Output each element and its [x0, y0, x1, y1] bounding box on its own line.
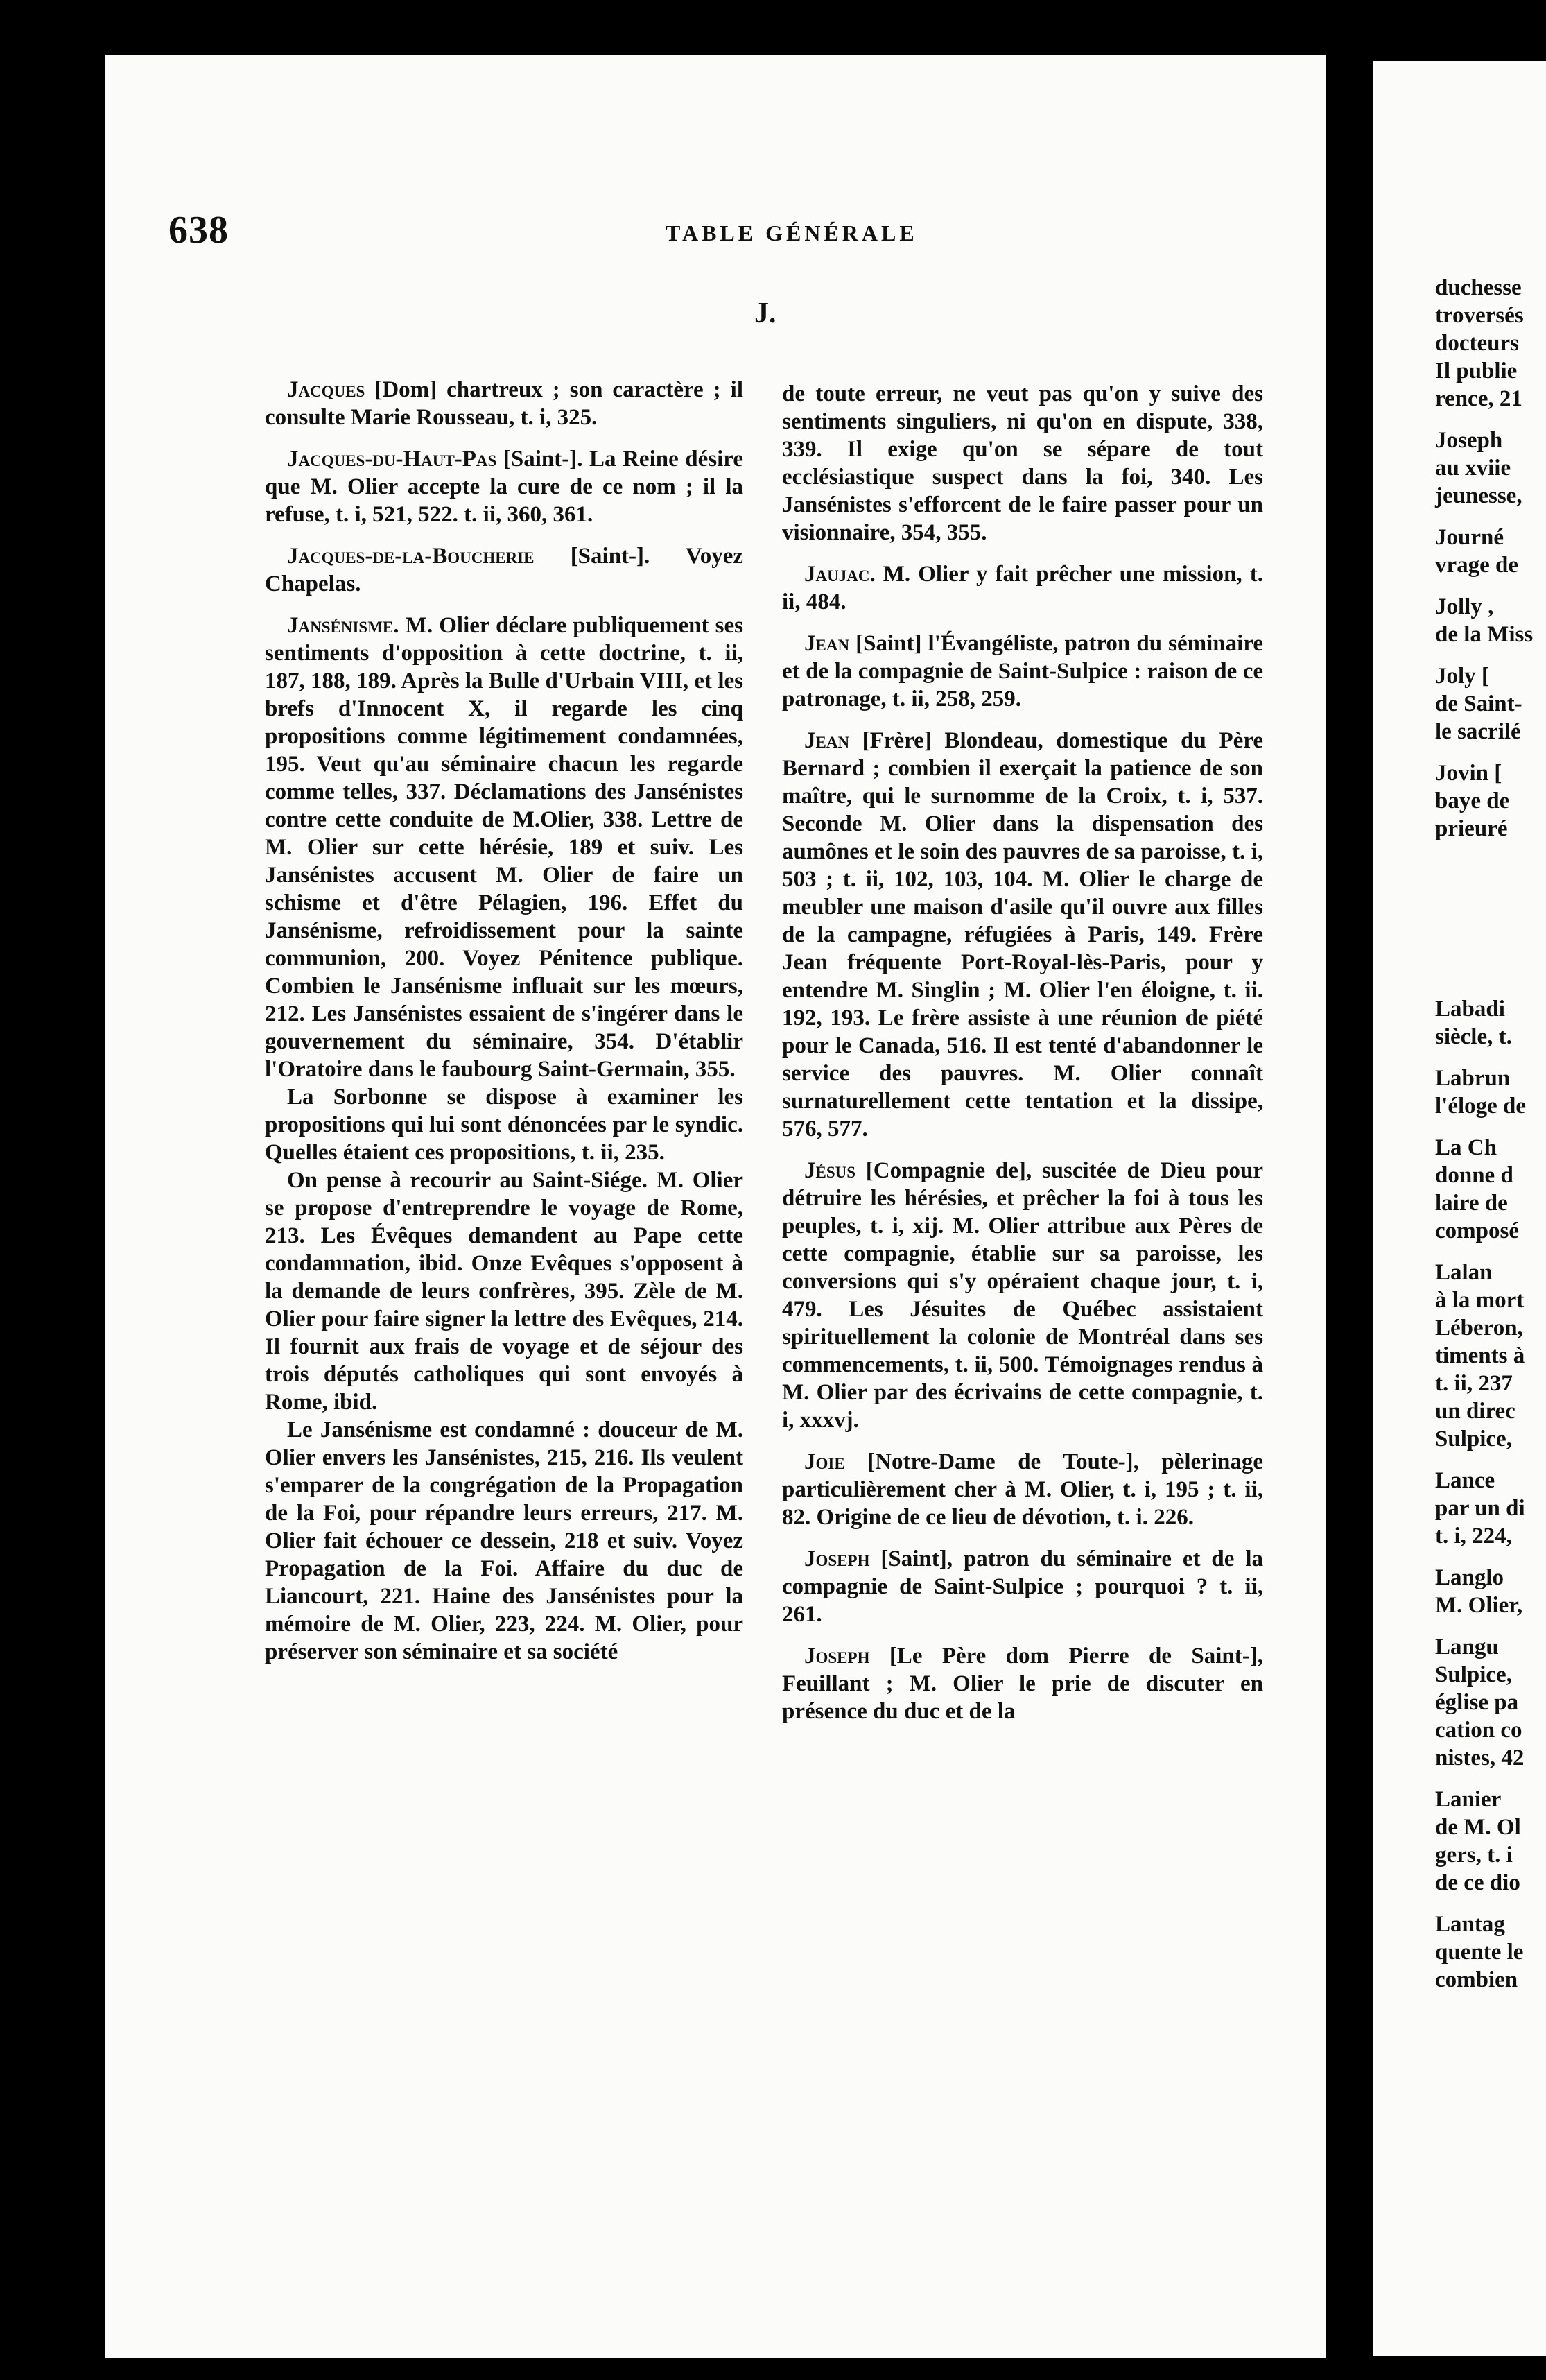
fragment-line: La Ch [1435, 1135, 1497, 1160]
fragment-line: vrage de [1435, 553, 1519, 578]
index-entry [782, 1448, 1263, 1531]
fragment-line: le sacrilé [1435, 719, 1521, 744]
fragment-line: troversés [1435, 303, 1524, 328]
fragment-line: au xviie [1435, 456, 1511, 481]
entry-text: [Le Père dom Pierre de Saint-], Feuillant ; M. Olier le prie de discuter en présence du duc et de la [782, 1644, 1263, 1724]
fragment-line: docteurs [1435, 331, 1519, 356]
index-entry [782, 1642, 1263, 1725]
fragment-line: un direc [1435, 1399, 1515, 1424]
fragment-line: M. Olier, [1435, 1593, 1523, 1618]
entry-headword: Joseph [804, 1644, 870, 1668]
fragment-line: de Saint- [1435, 691, 1522, 716]
fragment-gap [1435, 510, 1546, 524]
index-entry [782, 630, 1263, 713]
fragment-line: jeunesse, [1435, 483, 1522, 508]
fragment-line: de ce dio [1435, 1870, 1520, 1895]
fragment-line: quente le [1435, 1940, 1524, 1965]
index-paragraph [265, 1416, 743, 1666]
entry-headword: Joseph [804, 1546, 870, 1571]
fragment-line: t. ii, 237 [1435, 1371, 1513, 1396]
entry-text: La Sorbonne se dispose à examiner les propositions qui lui sont dénoncées par le syndic. Quelles étaient ces propositions, t. ii, 235. [265, 1085, 743, 1165]
entry-text: [Notre-Dame de Toute-], pèlerinage particulièrement cher à M. Olier, t. i, 195 ; t. ii, 82. Origine de ce lieu de dévotion, t. i. 226. [782, 1449, 1263, 1530]
fragment-line: timents à [1435, 1343, 1525, 1368]
fragment-gap [1435, 745, 1546, 759]
entry-headword: Jean [804, 728, 850, 753]
entry-headword: Jansénisme. [287, 613, 399, 638]
index-entry [265, 542, 743, 598]
fragment-gap [1435, 1897, 1546, 1911]
fragment-line: laire de [1435, 1191, 1508, 1216]
section-letter: J. [754, 298, 776, 329]
fragment-line: gers, t. i [1435, 1843, 1513, 1868]
fragment-line: Labrun [1435, 1066, 1511, 1091]
entry-headword: Jean [804, 631, 850, 656]
fragment-line: duchesse [1435, 275, 1522, 300]
fragment-line: Joseph [1435, 428, 1503, 453]
index-entry [265, 376, 743, 431]
fragment-gap [1435, 1051, 1546, 1064]
entry-text: [Compagnie de], suscitée de Dieu pour détruire les hérésies, et prêcher la foi à tous les peuples, t. i, xij. M. Olier attribue aux Pères de cette compagnie, établie sur sa paroisse, les conversions qui s'y opéraient chaque jour, t. i, 479. Les Jésuites de Québec assistaient spirituellement la colonie de Montréal dans ses commencements, t. ii, 500. Témoignages rendus à M. Olier par des écrivains de cette compagnie, t. i, xxxvj. [782, 1158, 1263, 1433]
fragment-line: Joly [ [1435, 664, 1489, 689]
fragment-line: église pa [1435, 1690, 1519, 1715]
entry-headword: Jaujac. [804, 562, 876, 587]
fragment-line: par un di [1435, 1496, 1525, 1521]
fragment-gap [1435, 1619, 1546, 1633]
fragment-line: baye de [1435, 788, 1510, 813]
entry-text: [Saint-]. La Reine désire que M. Olier accepte la cure de ce nom ; il la refuse, t. i, 521, 522. t. ii, 360, 361. [265, 447, 743, 527]
fragment-line: à la mort [1435, 1288, 1525, 1313]
fragment-line: Langlo [1435, 1565, 1504, 1590]
fragment-line: Sulpice, [1435, 1662, 1512, 1687]
index-entry [782, 560, 1263, 616]
index-entry-continued [782, 380, 1263, 546]
fragment-line: Léberon, [1435, 1316, 1523, 1340]
entry-text: [Saint-]. Voyez Chapelas. [265, 544, 743, 596]
fragment-line: Lantag [1435, 1912, 1505, 1937]
entry-text: [Saint] l'Évangéliste, patron du séminaire et de la compagnie de Saint-Sulpice : raison de ce patronage, t. ii, 258, 259. [782, 631, 1263, 712]
entry-text: Le Jansénisme est condamné : douceur de M. Olier envers les Jansénistes, 215, 216. Ils veulent s'emparer de la congrégation de la Propagation de la Foi, pour répandre leurs erreurs, 217. M. Olier fait échouer ce dessein, 218 et suiv. Voyez Propagation de la Foi. Affaire du duc de Liancourt, 221. Haine des Jansénistes pour la mémoire de M. Olier, 223, 224. M. Olier, pour préserver son séminaire et sa société [265, 1417, 743, 1664]
fragment-line: t. i, 224, [1435, 1524, 1512, 1549]
fragment-gap [1435, 579, 1546, 593]
index-paragraph [265, 1166, 743, 1416]
fragment-line: Jolly , [1435, 594, 1494, 619]
fragment-line: Il publie [1435, 359, 1518, 383]
fragment-gap [1435, 1120, 1546, 1134]
index-entry [782, 1157, 1263, 1434]
running-head: TABLE GÉNÉRALE [666, 221, 918, 245]
fragment-line: Lanier [1435, 1787, 1502, 1812]
fragment-gap [1435, 413, 1546, 426]
entry-headword: Joie [804, 1449, 845, 1474]
fragment-line: Jovin [ [1435, 761, 1502, 786]
entry-headword: Jacques-de-la-Boucherie [287, 544, 535, 569]
fragment-line: Lance [1435, 1468, 1495, 1493]
fragment-line: Labadi [1435, 997, 1505, 1021]
index-entry [265, 445, 743, 528]
fragment-line: rence, 21 [1435, 386, 1522, 411]
fragment-line: composé [1435, 1218, 1519, 1243]
right-column [782, 380, 1263, 1739]
index-paragraph [265, 1083, 743, 1166]
fragment-line: prieuré [1435, 816, 1508, 841]
fragment-gap [1435, 648, 1546, 662]
entry-text: M. Olier déclare publiquement ses sentiments d'opposition à cette doctrine, t. ii, 187, 188, 189. Après la Bulle d'Urbain VIII, et les brefs d'Innocent X, il regarde les cinq propositions comme légitimement condamnées, 195. Veut qu'au séminaire chacun les regarde comme telles, 337. Déclamations des Jansénistes contre cette conduite de M.Olier, 338. Lettre de M. Olier sur cette hérésie, 189 et suiv. Les Jansénistes accusent M. Olier de faire un schisme et d'être Pélagien, 196. Effet du Jansénisme, refroidissement pour la sainte communion, 200. Voyez Pénitence publique. Combien le Jansénisme influait sur les mœurs, 212. Les Jansénistes essaient de s'ingérer dans le gouvernement du séminaire, 354. D'établir l'Oratoire dans le faubourg Saint-Germain, 355. [265, 613, 743, 1082]
left-column [265, 376, 743, 1680]
fragment-line: siècle, t. [1435, 1024, 1512, 1049]
fragment-gap [1435, 1245, 1546, 1259]
fragment-line: Journé [1435, 525, 1504, 550]
fragment-line: de la Miss [1435, 622, 1534, 647]
fragment-line: Lalan [1435, 1260, 1493, 1285]
fragment-gap [1435, 1550, 1546, 1564]
fragment-gap [1435, 856, 1546, 995]
fragment-line: nistes, 42 [1435, 1745, 1525, 1770]
entry-text: On pense à recourir au Saint-Siége. M. Olier se propose d'entreprendre le voyage de Rome, 213. Les Évêques demandent au Pape cette condamnation, ibid. Onze Evêques s'opposent à la demande de leurs confrères, 395. Zèle de M. Olier pour faire signer la lettre des Evêques, 214. Il fournit aux frais de voyage et de séjour des trois députés catholiques qui sont envoyés à Rome, ibid. [265, 1168, 743, 1415]
fragment-line: combien [1435, 1967, 1518, 1992]
entry-text: [Saint], patron du séminaire et de la compagnie de Saint-Sulpice ; pourquoi ? t. ii, 261. [782, 1546, 1263, 1627]
fragment-line: cation co [1435, 1718, 1522, 1743]
fragment-line: de M. Ol [1435, 1815, 1521, 1840]
index-entry [782, 1545, 1263, 1628]
fragment-line: donne d [1435, 1163, 1513, 1188]
entry-text: [Dom] chartreux ; son caractère ; il consulte Marie Rousseau, t. i, 325. [265, 377, 743, 430]
entry-headword: Jacques-du-Haut-Pas [287, 447, 497, 472]
entry-text: de toute erreur, ne veut pas qu'on y suive des sentiments singuliers, ni qu'on en dispute, 338, 339. Il exige qu'on se sépare de tout ecclésiastique suspect dans la foi, 340. Les Jansénistes s'efforcent de le faire passer pour un visionnaire, 354, 355. [782, 381, 1263, 545]
fragment-gap [1435, 843, 1546, 856]
entry-text: [Frère] Blondeau, domestique du Père Bernard ; combien il exerçait la patience de son maître, qui le surnomme de la Croix, t. i, 537. Seconde M. Olier dans la dispensation des aumônes et le soin des pauvres de sa paroisse, t. i, 503 ; t. ii, 102, 103, 104. M. Olier le charge de meubler une maison d'asile qu'il ouvre aux filles de la campagne, réfugiées à Paris, 149. Frère Jean fréquente Port-Royal-lès-Paris, pour y entendre M. Singlin ; M. Olier l'en éloigne, t. ii. 192, 193. Le frère assiste à une réunion de piété pour le Canada, 516. Il est tenté d'abandonner le service des pauvres. M. Olier connaît surnaturellement cette tentation et la dissipe, 576, 577. [782, 728, 1263, 1141]
fragment-gap [1435, 1772, 1546, 1786]
entry-headword: Jésus [804, 1158, 856, 1183]
entry-text: M. Olier y fait prêcher une mission, t. ii, 484. [782, 562, 1263, 614]
entry-headword: Jacques [287, 377, 365, 402]
fragment-line: l'éloge de [1435, 1094, 1527, 1119]
index-entry [782, 727, 1263, 1143]
fragment-line: Sulpice, [1435, 1426, 1512, 1451]
fragment-line: Langu [1435, 1635, 1499, 1659]
fragment-gap [1435, 1453, 1546, 1467]
index-entry [265, 612, 743, 1083]
next-page-fragments [1435, 274, 1546, 1994]
page-number: 638 [168, 209, 229, 252]
